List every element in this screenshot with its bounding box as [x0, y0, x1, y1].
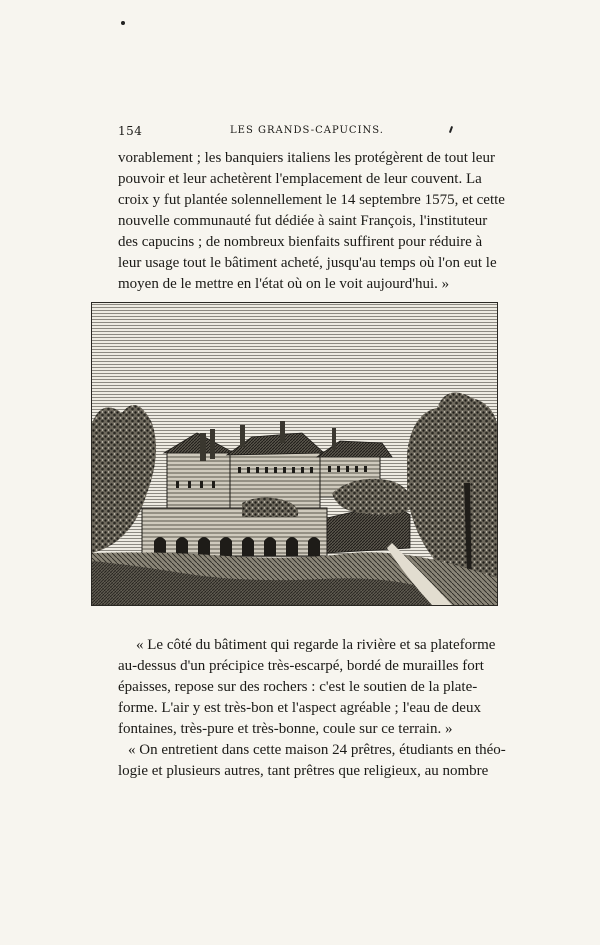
text-line: nouvelle communauté fut dédiée à saint François, l'instituteur — [118, 213, 488, 229]
text-line: des capucins ; de nombreux bienfaits suffirent pour réduire à — [118, 234, 483, 250]
text-line: croix y fut plantée solennellement le 14 septembre 1575, et cette — [118, 192, 505, 208]
text-line: logie et plusieurs autres, tant prêtres que religieux, au nombre — [118, 763, 489, 779]
text-line: fontaines, très-pure et très-bonne, coule sur ce terrain. » — [118, 721, 453, 737]
paragraph-3 — [118, 740, 506, 782]
page-number: 154 — [118, 124, 143, 138]
text-line: « Le côté du bâtiment qui regarde la rivière et sa plateforme — [136, 637, 496, 653]
text-line: leur usage tout le bâtiment acheté, jusqu'au temps où l'on eut le — [118, 255, 497, 271]
running-title: LES GRANDS-CAPUCINS. — [230, 125, 384, 136]
text-line: « On entretient dans cette maison 24 prêtres, étudiants en théo- — [128, 742, 506, 758]
text-line: pouvoir et leur achetèrent l'emplacement de leur couvent. La — [118, 171, 482, 187]
text-line: épaisses, repose sur des rochers : c'est le soutien de la plate- — [118, 679, 478, 695]
text-line: vorablement ; les banquiers italiens les protégèrent de tout leur — [118, 150, 495, 166]
paragraph-2 — [118, 635, 496, 740]
text-line: au-dessus d'un précipice très-escarpé, bordé de murailles fort — [118, 658, 484, 674]
ink-speck — [121, 21, 125, 25]
paragraph-1 — [118, 148, 505, 295]
text-line: forme. L'air y est très-bon et l'aspect agréable ; l'eau de deux — [118, 700, 481, 716]
text-line: moyen de le mettre en l'état où on le voit aujourd'hui. » — [118, 276, 450, 292]
illustration-engraving — [91, 302, 498, 606]
running-header — [118, 124, 478, 140]
